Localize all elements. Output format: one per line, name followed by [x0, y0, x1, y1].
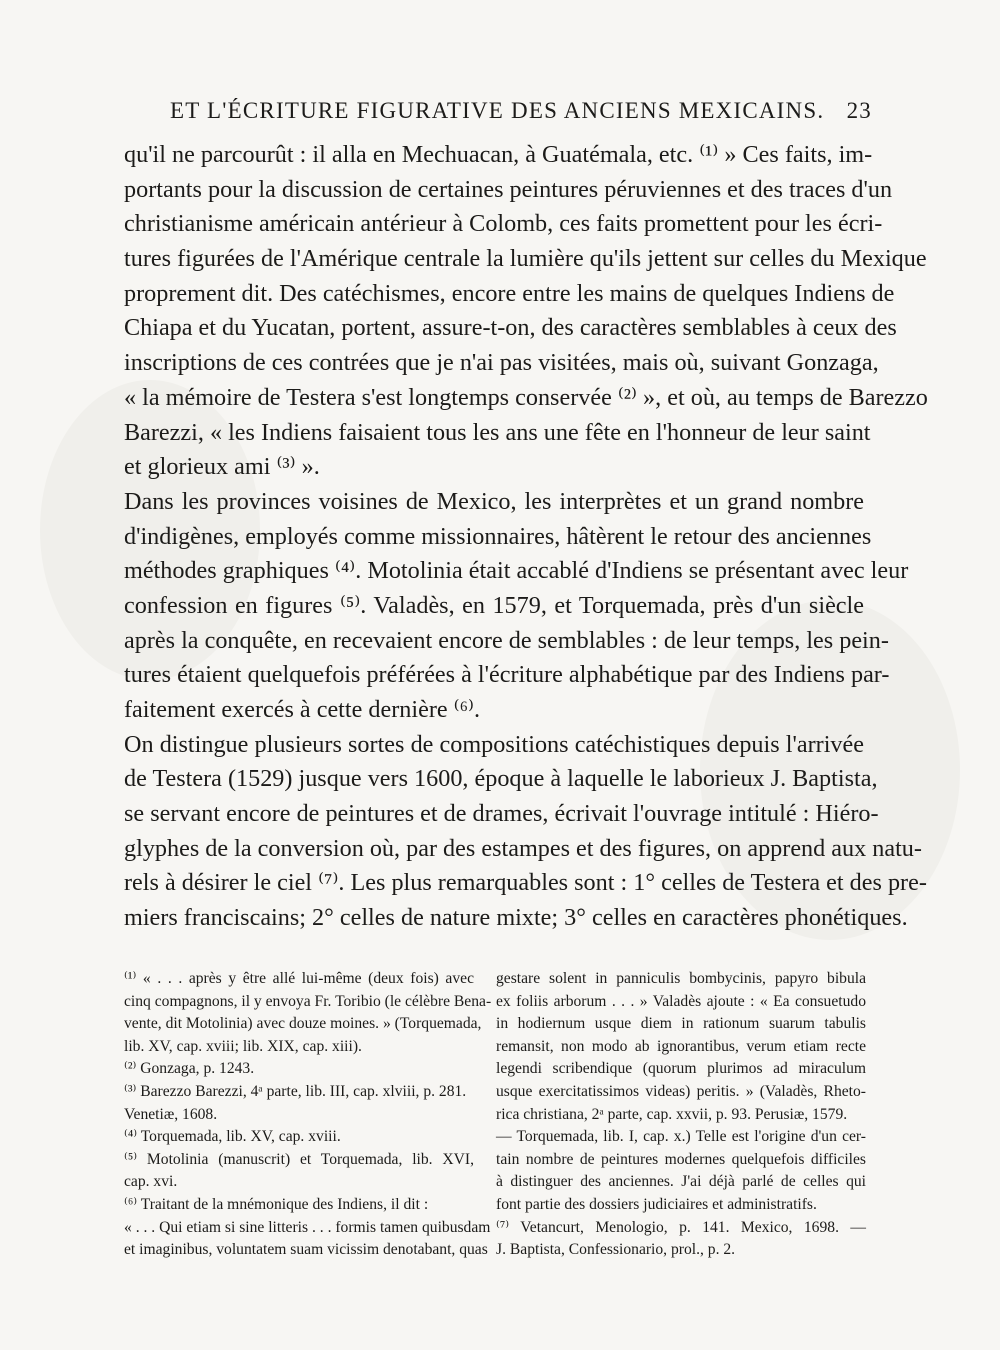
- footnote-line: à distinguer des anciennes. J'ai déjà parlé de celles qui: [496, 1173, 866, 1191]
- paragraph: [124, 485, 909, 728]
- paragraph: [124, 138, 928, 485]
- text-line: tures figurées de l'Amérique centrale la lumière qu'ils jettent sur celles du Mexique: [124, 245, 927, 273]
- text-line: confession en figures ⁽⁵⁾. Valadès, en 1579, et Torquemada, près d'un siècle: [124, 591, 864, 619]
- footnote-line: cap. xvi.: [124, 1173, 178, 1191]
- text-line: christianisme américain antérieur à Colomb, ces faits promettent pour les écri-: [124, 210, 883, 238]
- footnote-line: usque exercitatissimos videas) peritis. » (Valadès, Rheto-: [496, 1082, 866, 1100]
- footnote-line: remansit, non modo ab ignorantibus, verum etiam recte: [496, 1037, 866, 1055]
- text-line: méthodes graphiques ⁽⁴⁾. Motolinia était accablé d'Indiens se présentant avec leur: [124, 557, 909, 585]
- text-line: rels à désirer le ciel ⁽⁷⁾. Les plus remarquables sont : 1° celles de Testera et des pre-: [124, 869, 927, 897]
- page-number: 23: [846, 98, 872, 123]
- text-line: Barezzi, « les Indiens faisaient tous les ans une fête en l'honneur de leur saint: [124, 418, 871, 446]
- footnote-line: tain nombre de peintures modernes quelquefois difficiles: [496, 1150, 866, 1168]
- text-line: d'indigènes, employés comme missionnaires, hâtèrent le retour des anciennes: [124, 522, 872, 550]
- footnote-line: ⁽⁷⁾ Vetancurt, Menologio, p. 141. Mexico, 1698. —: [496, 1218, 866, 1236]
- text-line: tures étaient quelquefois préférées à l'écriture alphabétique par des Indiens par-: [124, 661, 890, 689]
- text-line: glyphes de la conversion où, par des estampes et des figures, on apprend aux natu-: [124, 834, 922, 862]
- footnote-line: ⁽⁴⁾ Torquemada, lib. XV, cap. xviii.: [124, 1128, 341, 1146]
- footnote-line: Venetiæ, 1608.: [124, 1105, 218, 1123]
- footnote-line: lib. XV, cap. xviii; lib. XIX, cap. xiii).: [124, 1037, 362, 1055]
- text-line: portants pour la discussion de certaines peintures péruviennes et des traces d'un: [124, 175, 893, 203]
- footnote-line: cinq compagnons, il y envoya Fr. Toribio (le célèbre Bena-: [124, 992, 492, 1010]
- footnote-line: vente, dit Motolinia) avec douze moines. » (Torquemada,: [124, 1015, 482, 1033]
- text-line: « la mémoire de Testera s'est longtemps conservée ⁽²⁾ », et où, au temps de Barezzo: [124, 383, 928, 411]
- footnote-line: ⁽³⁾ Barezzo Barezzi, 4ᵃ parte, lib. III, cap. xlviii, p. 281.: [124, 1082, 467, 1100]
- footnote-line: ⁽¹⁾ « . . . après y être allé lui-même (deux fois) avec: [124, 970, 474, 987]
- running-title: ET L'ÉCRITURE FIGURATIVE DES ANCIENS MEXICAINS.: [170, 98, 825, 123]
- paragraph: [124, 728, 927, 936]
- text-line: et glorieux ami ⁽³⁾ ».: [124, 453, 320, 481]
- text-line: Dans les provinces voisines de Mexico, les interprètes et un grand nombre: [124, 487, 864, 515]
- footnotes-left-column: [124, 968, 492, 1262]
- footnote-line: « . . . Qui etiam si sine litteris . . . formis tamen quibusdam: [124, 1218, 491, 1236]
- text-line: proprement dit. Des catéchismes, encore entre les mains de quelques Indiens de: [124, 279, 895, 307]
- footnote-line: — Torquemada, lib. I, cap. x.) Telle est l'origine d'un cer-: [496, 1128, 866, 1146]
- footnote-line: et imaginibus, voluntatem suam vicissim denotabant, quas: [124, 1241, 488, 1259]
- text-line: faitement exercés à cette dernière ⁽⁶⁾.: [124, 696, 481, 723]
- running-head: [170, 98, 890, 132]
- text-line: de Testera (1529) jusque vers 1600, époque à laquelle le laborieux J. Baptista,: [124, 765, 878, 793]
- footnote-line: font partie des dossiers judiciaires et administratifs.: [496, 1195, 817, 1213]
- footnote-line: ex foliis arborum . . . » Valadès ajoute : « Ea consuetudo: [496, 992, 866, 1010]
- text-line: inscriptions de ces contrées que je n'ai pas visitées, mais où, suivant Gonzaga,: [124, 349, 879, 377]
- footnote-line: gestare solent in panniculis bombycinis, papyro bibula: [496, 970, 866, 987]
- footnote-line: ⁽²⁾ Gonzaga, p. 1243.: [124, 1060, 255, 1078]
- text-line: se servant encore de peintures et de drames, écrivait l'ouvrage intitulé : Hiéro-: [124, 800, 879, 828]
- main-text: [124, 138, 928, 936]
- text-line: Chiapa et du Yucatan, portent, assure-t-on, des caractères semblables à ceux des: [124, 314, 897, 342]
- footnotes-right-column: [496, 968, 866, 1262]
- text-line: qu'il ne parcourût : il alla en Mechuacan, à Guatémala, etc. ⁽¹⁾ » Ces faits, im-: [124, 141, 873, 168]
- text-line: après la conquête, en recevaient encore de semblables : de leur temps, les pein-: [124, 626, 889, 654]
- footnote-line: ⁽⁵⁾ Motolinia (manuscrit) et Torquemada, lib. XVI,: [124, 1150, 474, 1168]
- footnote-line: in hodiernum usque diem in rationum suarum tabulis: [496, 1015, 866, 1033]
- footnote-line: J. Baptista, Confessionario, prol., p. 2.: [496, 1241, 736, 1259]
- footnote-line: rica christiana, 2ᵃ parte, cap. xxvii, p. 93. Perusiæ, 1579.: [496, 1105, 848, 1123]
- text-line: miers franciscains; 2° celles de nature mixte; 3° celles en caractères phonétiques.: [124, 904, 908, 932]
- footnote-line: legendi scribendique (quorum plurimos ad miraculum: [496, 1060, 866, 1078]
- footnote-line: ⁽⁶⁾ Traitant de la mnémonique des Indiens, il dit :: [124, 1195, 429, 1213]
- text-line: On distingue plusieurs sortes de compositions catéchistiques depuis l'arrivée: [124, 730, 864, 758]
